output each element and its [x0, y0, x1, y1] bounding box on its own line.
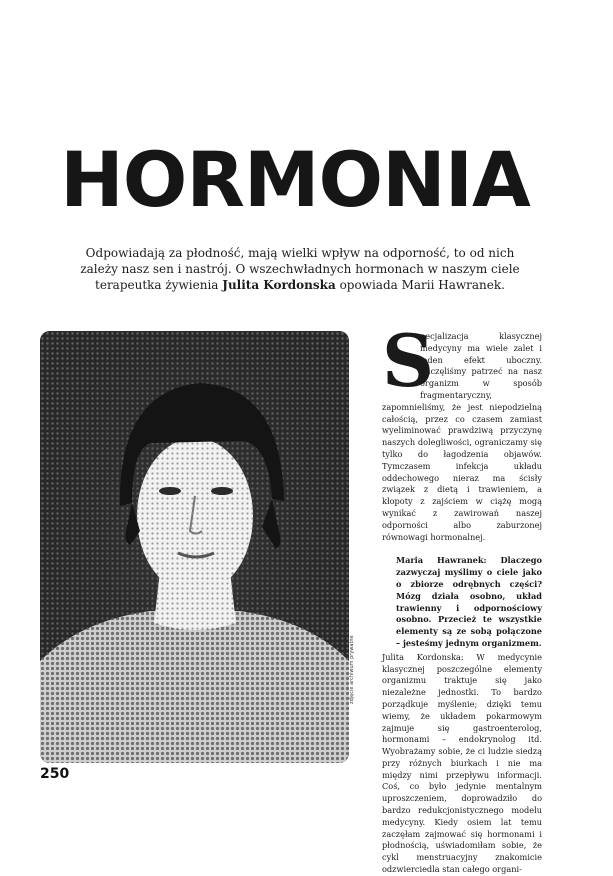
photo-credit: zdjęcie archiwum prywatne: [349, 635, 355, 704]
drop-cap: S: [382, 318, 434, 403]
article-lead: [72, 245, 528, 293]
portrait-photo: [40, 331, 349, 763]
interview-answer: Julita Kordonska: W medycynie klasycznej poszczególne elementy organizmu traktuje się jako niezależne jednostki. To bardzo porządkuje myślenie; dzięki temu wiemy, że układem pokarmowym zajmuje się gastroenterolog, hormonami – endokrynolog itd. Wyobrażamy sobie, że ci ludzie siedzą przy różnych biurkach i nie ma między nimi przepływu informacji. Coś, co było jedynie mentalnym uproszczeniem, doprowadziło do bardzo redukcjonistycznego modelu medycyny. Kiedy osiem lat temu zaczęłam zajmować się hormonami i płodnością, uświadomiłam sobie, że cykl menstruacyjny znakomicie odzwierciedla stan całego organi-: [382, 651, 542, 875]
intro-text: pecjalizacja klasycznej medycyny ma wiele zalet i jeden efekt uboczny. Zaczęliśmy patrzeć na nasz organizm w sposób fragmentaryczny, zapomnieliśmy, że jest niepodzielną całością, przez co czasem zamiast wyeliminować prawdziwą przyczynę naszych dolegliwości, ograniczamy się tylko do łagodzenia objawów. Tymczasem infekcja układu oddechowego nieraz ma ścisły związek z dietą i trawieniem, a kłopoty z zajściem w ciążę mogą wynikać z zawirowań naszej odporności albo zaburzonej równowagi hormonalnej.: [382, 331, 542, 542]
intro-paragraph: [382, 318, 542, 543]
article-title: HORMONIA: [60, 135, 530, 224]
lead-text-start: Odpowiadają za płodność, mają wielki wpływ na odporność, to od nich zależy nasz sen i nastrój. O wszechwładnych hormonach w naszym ciele terapeutka żywienia: [80, 246, 520, 292]
lead-author-name: Julita Kordonska: [222, 278, 336, 292]
article-body: [382, 318, 542, 876]
interview-question: Maria Hawranek: Dlaczego zazwyczaj myślimy o ciele jako o zbiorze odrębnych części? Mózg działa osobno, układ trawienny i odpornościowy osobno. Przecież te wszystkie elementy są ze sobą połączone – jesteśmy jednym organizmem.: [396, 555, 542, 648]
lead-text-end: opowiada Marii Hawranek.: [335, 278, 505, 292]
page-number: 250: [40, 766, 70, 782]
